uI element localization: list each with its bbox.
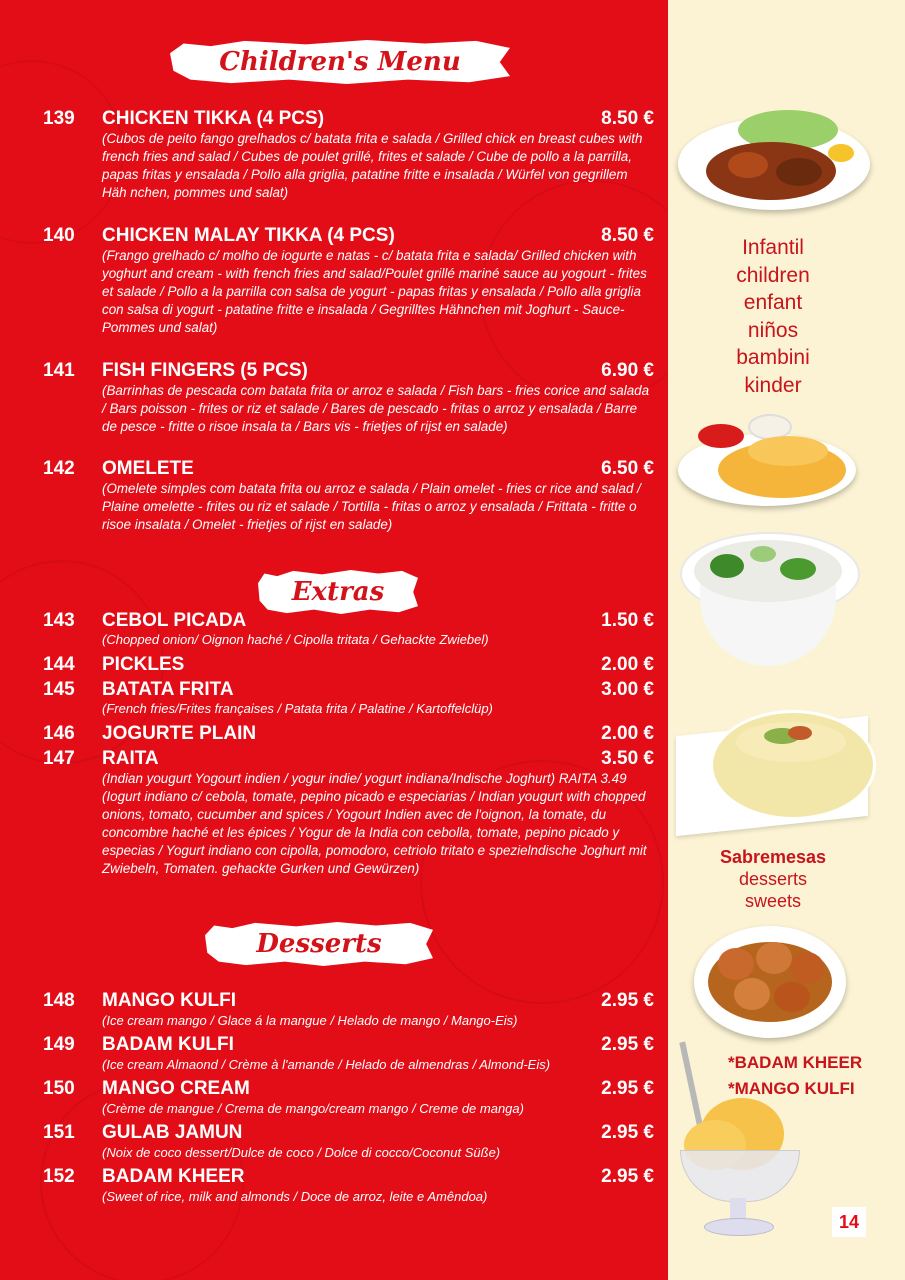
item-description: (Frango grelhado c/ molho de iogurte e natas - c/ batata frita e salada/ Grilled chicken with yoghurt and cream - with french fries and salad/Poulet grillé mariné sauce au yogourt - frites et salade / Pollo a la parrilla con salsa de yogurt - papas fritas y ensalada / Pollo alla griglia con salsa di yogurt - patatine fritte e insalada / Gegrilltes Hähnchen mit Joghurt - Sauce- Pommes und salat) bbox=[102, 248, 647, 335]
item-price: 2.00 € bbox=[601, 654, 654, 675]
item-name: BATATA FRITA bbox=[102, 679, 234, 700]
sweets-label-list bbox=[668, 846, 878, 912]
sweets-label: sweets bbox=[744, 891, 802, 911]
section-banner-extras bbox=[258, 570, 418, 614]
section-title-extras: Extras bbox=[291, 577, 385, 607]
item-name: JOGURTE PLAIN bbox=[102, 723, 257, 744]
item-description: (Chopped onion/ Oignon haché / Cipolla tritata / Gehackte Zwiebel) bbox=[102, 632, 489, 647]
item-price: 2.95 € bbox=[601, 990, 654, 1011]
item-number: 145 bbox=[43, 679, 75, 700]
item-number: 139 bbox=[43, 108, 75, 129]
item-price: 3.00 € bbox=[601, 679, 654, 700]
item-price: 1.50 € bbox=[601, 610, 654, 631]
item-number: 148 bbox=[43, 990, 75, 1011]
item-price: 8.50 € bbox=[601, 225, 654, 246]
item-description: (Crème de mangue / Crema de mango/cream mango / Creme de manga) bbox=[102, 1101, 524, 1116]
section-title-desserts: Desserts bbox=[256, 929, 382, 959]
item-price: 2.95 € bbox=[601, 1078, 654, 1099]
item-price: 2.95 € bbox=[601, 1122, 654, 1143]
item-number: 143 bbox=[43, 610, 75, 631]
kids-label: enfant bbox=[743, 291, 803, 314]
section-title-children: Children's Menu bbox=[219, 47, 461, 77]
item-description: (Barrinhas de pescada com batata frita or arroz e salada / Fish bars - fries corice and salada / Bars poisson - frites or riz et salade / Bares de pescado - fritas o arroz y ensalada / Barre de pesce - fritte o risoe insala ta / Bars vis - frietjes of rijst en salade) bbox=[102, 383, 650, 434]
item-description: (Ice cream mango / Glace á la mangue / Helado de mango / Mango-Eis) bbox=[102, 1013, 518, 1028]
item-number: 141 bbox=[43, 360, 75, 381]
item-name: FISH FINGERS (5 PCS) bbox=[102, 360, 308, 381]
section-banner-desserts bbox=[205, 922, 433, 966]
item-name: CHICKEN MALAY TIKKA (4 PCS) bbox=[102, 225, 395, 246]
item-number: 152 bbox=[43, 1166, 75, 1187]
item-name: CHICKEN TIKKA (4 PCS) bbox=[102, 108, 325, 129]
kids-label: kinder bbox=[744, 373, 802, 397]
item-price: 6.50 € bbox=[601, 458, 654, 479]
chicken-tikka-photo bbox=[678, 108, 870, 214]
sweets-label: desserts bbox=[738, 869, 808, 889]
item-description: (Sweet of rice, milk and almonds / Doce de arroz, leite e Amêndoa) bbox=[102, 1189, 488, 1204]
item-price: 6.90 € bbox=[601, 360, 654, 381]
item-price: 3.50 € bbox=[601, 748, 654, 769]
item-description: (Cubos de peito fango grelhados c/ batata frita e salada / Grilled chick en breast cubes with french fries and salad / Cubes de poulet grillé, frites et salade / Cube de pollo a la parrilla, papas fritas y ensalada / Pollo alla griglia, patatine fritte e insalada / Würfel von gegrillem Häh nchen, pommes und salat) bbox=[102, 131, 643, 200]
kids-label: niños bbox=[747, 318, 799, 342]
item-name: GULAB JAMUN bbox=[102, 1122, 243, 1143]
sweets-title: Sabremesas bbox=[719, 847, 827, 867]
item-description: (Omelete simples com batata frita ou arroz e salada / Plain omelet - fries cr rice and salad / Plaine omelette - frites ou riz et salade / Tortilla - fritas o arroz y ensalada / Frittata - fritte o risoe insalata / Omelet - frietjes of rijst en salade) bbox=[102, 481, 641, 532]
mango-cream-photo bbox=[676, 696, 868, 830]
item-name: BADAM KHEER bbox=[102, 1166, 245, 1187]
item-name: BADAM KULFI bbox=[102, 1034, 234, 1055]
item-price: 2.95 € bbox=[601, 1166, 654, 1187]
item-price: 8.50 € bbox=[601, 108, 654, 129]
item-name: CEBOL PICADA bbox=[102, 610, 247, 631]
kids-label-list bbox=[668, 234, 878, 399]
item-number: 142 bbox=[43, 458, 75, 479]
kids-label: children bbox=[736, 263, 810, 287]
item-number: 146 bbox=[43, 723, 75, 744]
item-name: MANGO CREAM bbox=[102, 1078, 250, 1099]
raita-bowl-photo bbox=[680, 526, 856, 668]
item-number: 151 bbox=[43, 1122, 75, 1143]
item-number: 140 bbox=[43, 225, 75, 246]
featured-item: *BADAM KHEER bbox=[728, 1053, 863, 1072]
item-name: OMELETE bbox=[102, 458, 194, 479]
item-number: 147 bbox=[43, 748, 75, 769]
item-name: PICKLES bbox=[102, 654, 185, 675]
french-fries-photo bbox=[678, 412, 856, 506]
gulab-jamun-photo bbox=[694, 926, 846, 1038]
item-number: 149 bbox=[43, 1034, 75, 1055]
item-name: MANGO KULFI bbox=[102, 990, 237, 1011]
kids-label: Infantil bbox=[742, 236, 804, 259]
featured-item: *MANGO KULFI bbox=[728, 1079, 855, 1098]
item-number: 150 bbox=[43, 1078, 75, 1099]
item-description: (Noix de coco dessert/Dulce de coco / Dolce di cocco/Coconut Süße) bbox=[102, 1145, 501, 1160]
section-banner-children bbox=[170, 40, 510, 84]
item-name: RAITA bbox=[102, 748, 159, 769]
item-description: (French fries/Frites françaises / Patata frita / Palatine / Kartoffelclüp) bbox=[102, 701, 493, 716]
item-price: 2.00 € bbox=[601, 723, 654, 744]
item-price: 2.95 € bbox=[601, 1034, 654, 1055]
item-number: 144 bbox=[43, 654, 75, 675]
item-description: (Ice cream Almaond / Crème à l'amande / Helado de almendras / Almond-Eis) bbox=[102, 1057, 551, 1072]
item-description: (Indian yougurt Yogourt indien / yogur indie/ yogurt indiana/Indische Joghurt) RAITA 3.49 (Iogurt indiano c/ cebola, tomate, pepino picado e especiarias / Indian yougurt with chopped onions, tomato, cucumber and spices / Yogourt Indien avec de l'oignon, la tomate, du concombre haché et les épices / Yogur de la India con cebolla, tomate, pepino picado y especias / Yogurt indiano con cipolla, pomodoro, cetriolo tritato e spezielndische Joghurt mit Zwiebeln, Tomaten. gehackte Gurken und Gewürzen) bbox=[102, 771, 647, 876]
page-number: 14 bbox=[832, 1207, 866, 1237]
kids-label: bambini bbox=[736, 346, 810, 369]
featured-desserts bbox=[728, 1050, 862, 1102]
